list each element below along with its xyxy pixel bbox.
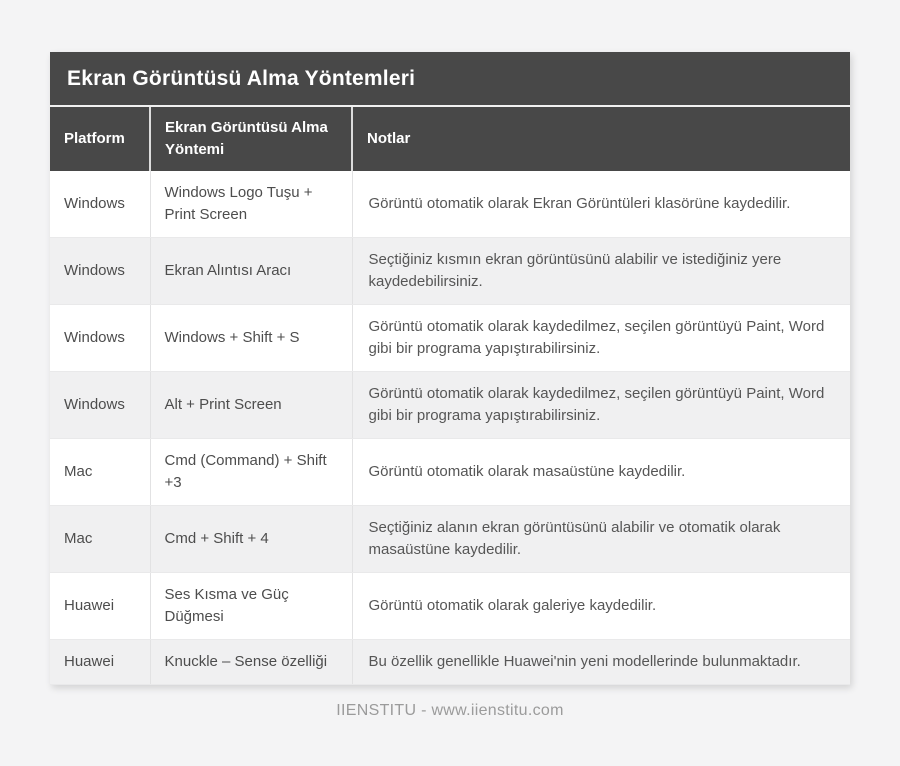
method-cell: Ses Kısma ve Güç Düğmesi (150, 573, 352, 640)
platform-cell: Huawei (50, 640, 150, 685)
table-row (50, 640, 850, 685)
notes-cell: Seçtiğiniz alanın ekran görüntüsünü alabilir ve otomatik olarak masaüstüne kaydedilir. (352, 505, 850, 572)
method-cell: Windows + Shift + S (150, 304, 352, 371)
notes-cell: Görüntü otomatik olarak galeriye kaydedilir. (352, 573, 850, 640)
table-row (50, 438, 850, 505)
method-cell: Cmd + Shift + 4 (150, 505, 352, 572)
method-cell: Cmd (Command) + Shift +3 (150, 438, 352, 505)
method-cell: Ekran Alıntısı Aracı (150, 237, 352, 304)
screenshot-methods-table (50, 107, 850, 685)
table-row (50, 304, 850, 371)
platform-cell: Windows (50, 171, 150, 238)
column-header-method: Ekran Görüntüsü Alma Yöntemi (150, 107, 352, 171)
header-row (50, 107, 850, 171)
platform-cell: Windows (50, 304, 150, 371)
table-row (50, 573, 850, 640)
table-title: Ekran Görüntüsü Alma Yöntemleri (50, 52, 850, 107)
notes-cell: Seçtiğiniz kısmın ekran görüntüsünü alabilir ve istediğiniz yere kaydedebilirsiniz. (352, 237, 850, 304)
notes-cell: Görüntü otomatik olarak masaüstüne kaydedilir. (352, 438, 850, 505)
platform-cell: Windows (50, 237, 150, 304)
table-header (50, 107, 850, 171)
method-cell: Windows Logo Tuşu + Print Screen (150, 171, 352, 238)
notes-cell: Bu özellik genellikle Huawei'nin yeni modellerinde bulunmaktadır. (352, 640, 850, 685)
notes-cell: Görüntü otomatik olarak kaydedilmez, seçilen görüntüyü Paint, Word gibi bir programa yapıştırabilirsiniz. (352, 304, 850, 371)
table-row (50, 171, 850, 238)
platform-cell: Mac (50, 505, 150, 572)
footer-branding: IIENSTITU - www.iienstitu.com (336, 702, 564, 720)
table-row (50, 505, 850, 572)
table-body (50, 171, 850, 685)
method-cell: Knuckle – Sense özelliği (150, 640, 352, 685)
table-row (50, 371, 850, 438)
platform-cell: Windows (50, 371, 150, 438)
table-row (50, 237, 850, 304)
notes-cell: Görüntü otomatik olarak Ekran Görüntüleri klasörüne kaydedilir. (352, 171, 850, 238)
notes-cell: Görüntü otomatik olarak kaydedilmez, seçilen görüntüyü Paint, Word gibi bir programa yapıştırabilirsiniz. (352, 371, 850, 438)
platform-cell: Huawei (50, 573, 150, 640)
column-header-platform: Platform (50, 107, 150, 171)
screenshot-methods-card (50, 52, 850, 685)
column-header-notes: Notlar (352, 107, 850, 171)
platform-cell: Mac (50, 438, 150, 505)
method-cell: Alt + Print Screen (150, 371, 352, 438)
